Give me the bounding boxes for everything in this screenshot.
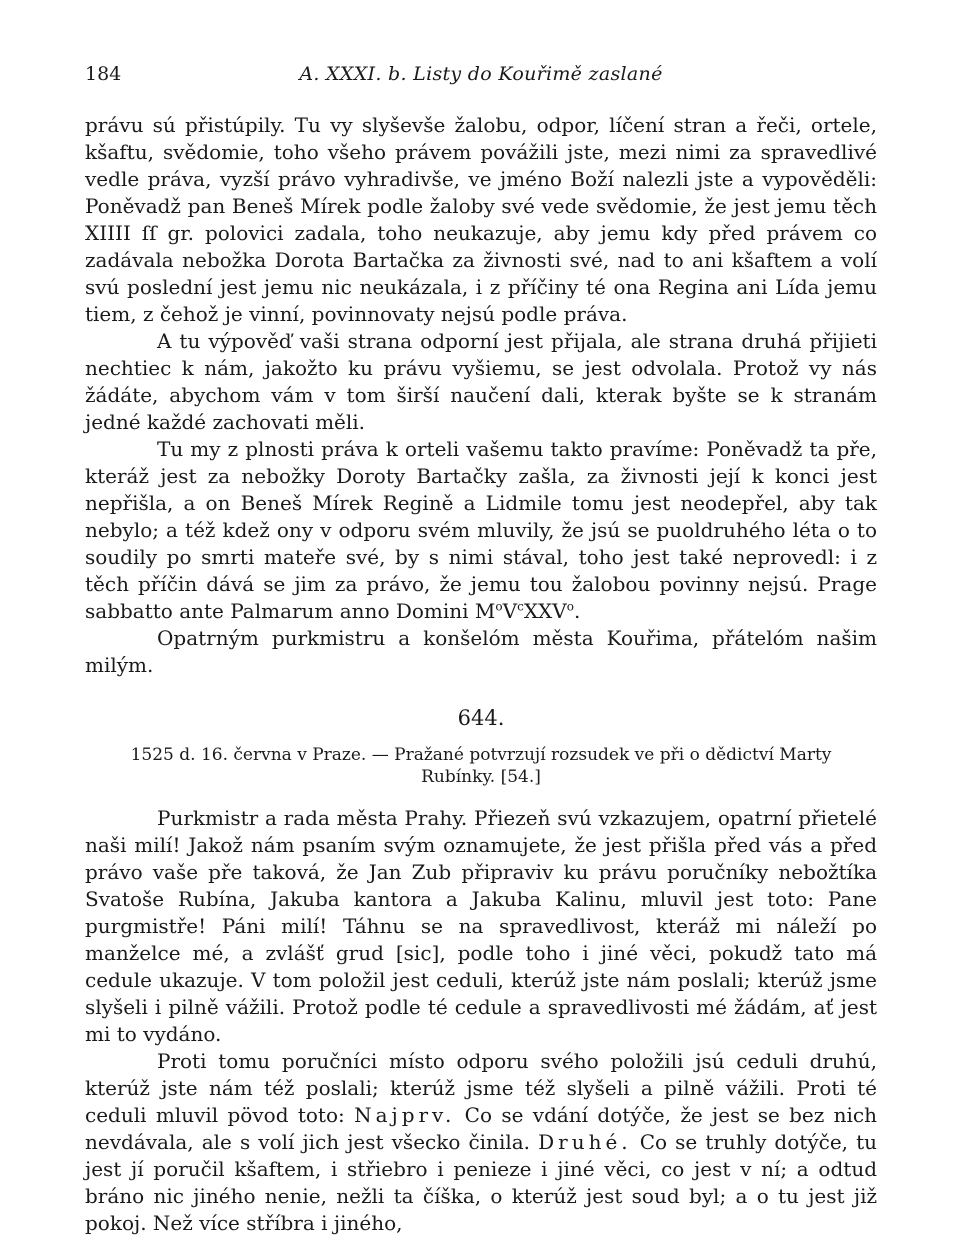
year-roman: V (502, 599, 518, 623)
year-superscript: c (517, 599, 524, 614)
paragraph: právu sú přistúpily. Tu vy slyševše žalobu, odpor, líčení stran a řeči, ortele, kšaftu, svědomie, toho všeho právem povážili jste, mezi nimi za spravedlivé vedle práva, vyzší právo vyhradivše, ve jméno Boží nalezli jste a vypověděli: Poněvadž pan Beneš Mírek podle žaloby své vede svědomie, že jest jemu těch XIIII ſſ gr. polovici zadala, toho neukazuje, aby jemu kdy před právem co zadávala nebožka Dorota Bartačka za živnosti své, nad to ani kšaftem a volí svú poslední jest jemu nic neukázala, i z příčiny té ona Regina ani Lída jemu tiem, z čehož je vinní, povinnovaty nejsú podle práva. (85, 113, 877, 326)
year-superscript: o (566, 599, 574, 614)
emphasis-second: Druhé. (538, 1130, 632, 1154)
paragraph-text: Proti tomu poručníci místo odporu svého položili jsú ceduli druhú, kterúž jste nám též poslali; kterúž jsme též slyšeli a pilně vážili. Proti té ceduli mluvil pövod toto: (85, 1049, 877, 1127)
running-title: A. XXXI. b. Listy do Kouřimě zaslané (299, 63, 663, 85)
emphasis-first: Najprv. (354, 1103, 456, 1127)
year-roman: XXV (523, 599, 567, 623)
paragraph-text: Co se truhly dotýče, tu jest jí poručil kšaftem, i střiebro i penieze i jiné věci, co jest v ní; a odtud bráno nic jiného nenie, nežli ta číška, o kterúž jest soud byl; a o tu jest již pokoj. Než více stříbra i jiného, (85, 1130, 877, 1235)
paragraph (85, 1048, 877, 1237)
document-number: 644. (457, 706, 505, 730)
page-header (85, 62, 877, 92)
paragraph-text: Co se vdání dotýče, že jest se bez nich nevdávala, ale s volí jich jest všecko činila. (85, 1103, 877, 1154)
year-superscript: o (495, 599, 503, 614)
address-line: Opatrným purkmistru a konšelóm města Kouřima, přátelóm našim milým. (85, 626, 877, 677)
paragraph: Purkmistr a rada města Prahy. Přiezeň svú vzkazujem, opatrní přietelé naši milí! Jakož nám psaním svým oznamujete, že jest přišla před vás a před právo vaše pře taková, že Jan Zub připraviv ku právu poručníky nebožtíka Svatoše Rubína, Jakuba kantora a Jakuba Kalinu, mluvil jest toto: Pane purgmistře! Páni milí! Táhnu se na spravedlivost, kteráž mi náleží po manželce mé, a zvlášť grud [sic], podle toho i jiné věci, pokudž tato má cedule ukazuje. V tom položil jest ceduli, kterúž jste nám poslali; kterúž jsme slyšeli i pilně vážili. Protož podle té cedule a spravedlivosti mé žádám, ať jest mi to vydáno. (85, 806, 877, 1046)
paragraph (85, 436, 877, 625)
paragraph: A tu výpověď vaši strana odporní jest přijala, ale strana druhá přijieti nechtiec k nám, jakožto ku právu vyšiemu, se jest odvolala. Protož vy nás žádáte, abychom vám v tom širší naučení dali, kterak byšte se k stranám jedné každé zachovati měli. (85, 329, 877, 434)
year-period: . (573, 599, 581, 623)
page-number: 184 (85, 63, 122, 85)
document-regest: 1525 d. 16. června v Praze. — Pražané potvrzují rozsudek ve při o dědictví Marty Rubínky. [54.] (130, 745, 832, 787)
document-644-text (85, 805, 877, 1237)
paragraph-text: Tu my z plnosti práva k orteli vašemu takto pravíme: Poněvadž ta pře, kteráž jest za nebožky Doroty Bartačky zašla, za živnosti její k konci jest nepřišla, a on Beneš Mírek Regině a Lidmile tomu jest neodepřel, aby tak nebylo; a též kdež ony v odporu svém mluvily, že jsú se puoldruhého léta o to soudily po smrti mateře své, by s nimi stával, toho jest také neprovedl: i z těch příčin dává se jim za právo, že jemu tou žalobou povinny nejsú. Prage sabbatto ante Palmarum anno Domini M (85, 437, 877, 623)
book-page (85, 62, 877, 1237)
document-643-text (85, 112, 877, 679)
